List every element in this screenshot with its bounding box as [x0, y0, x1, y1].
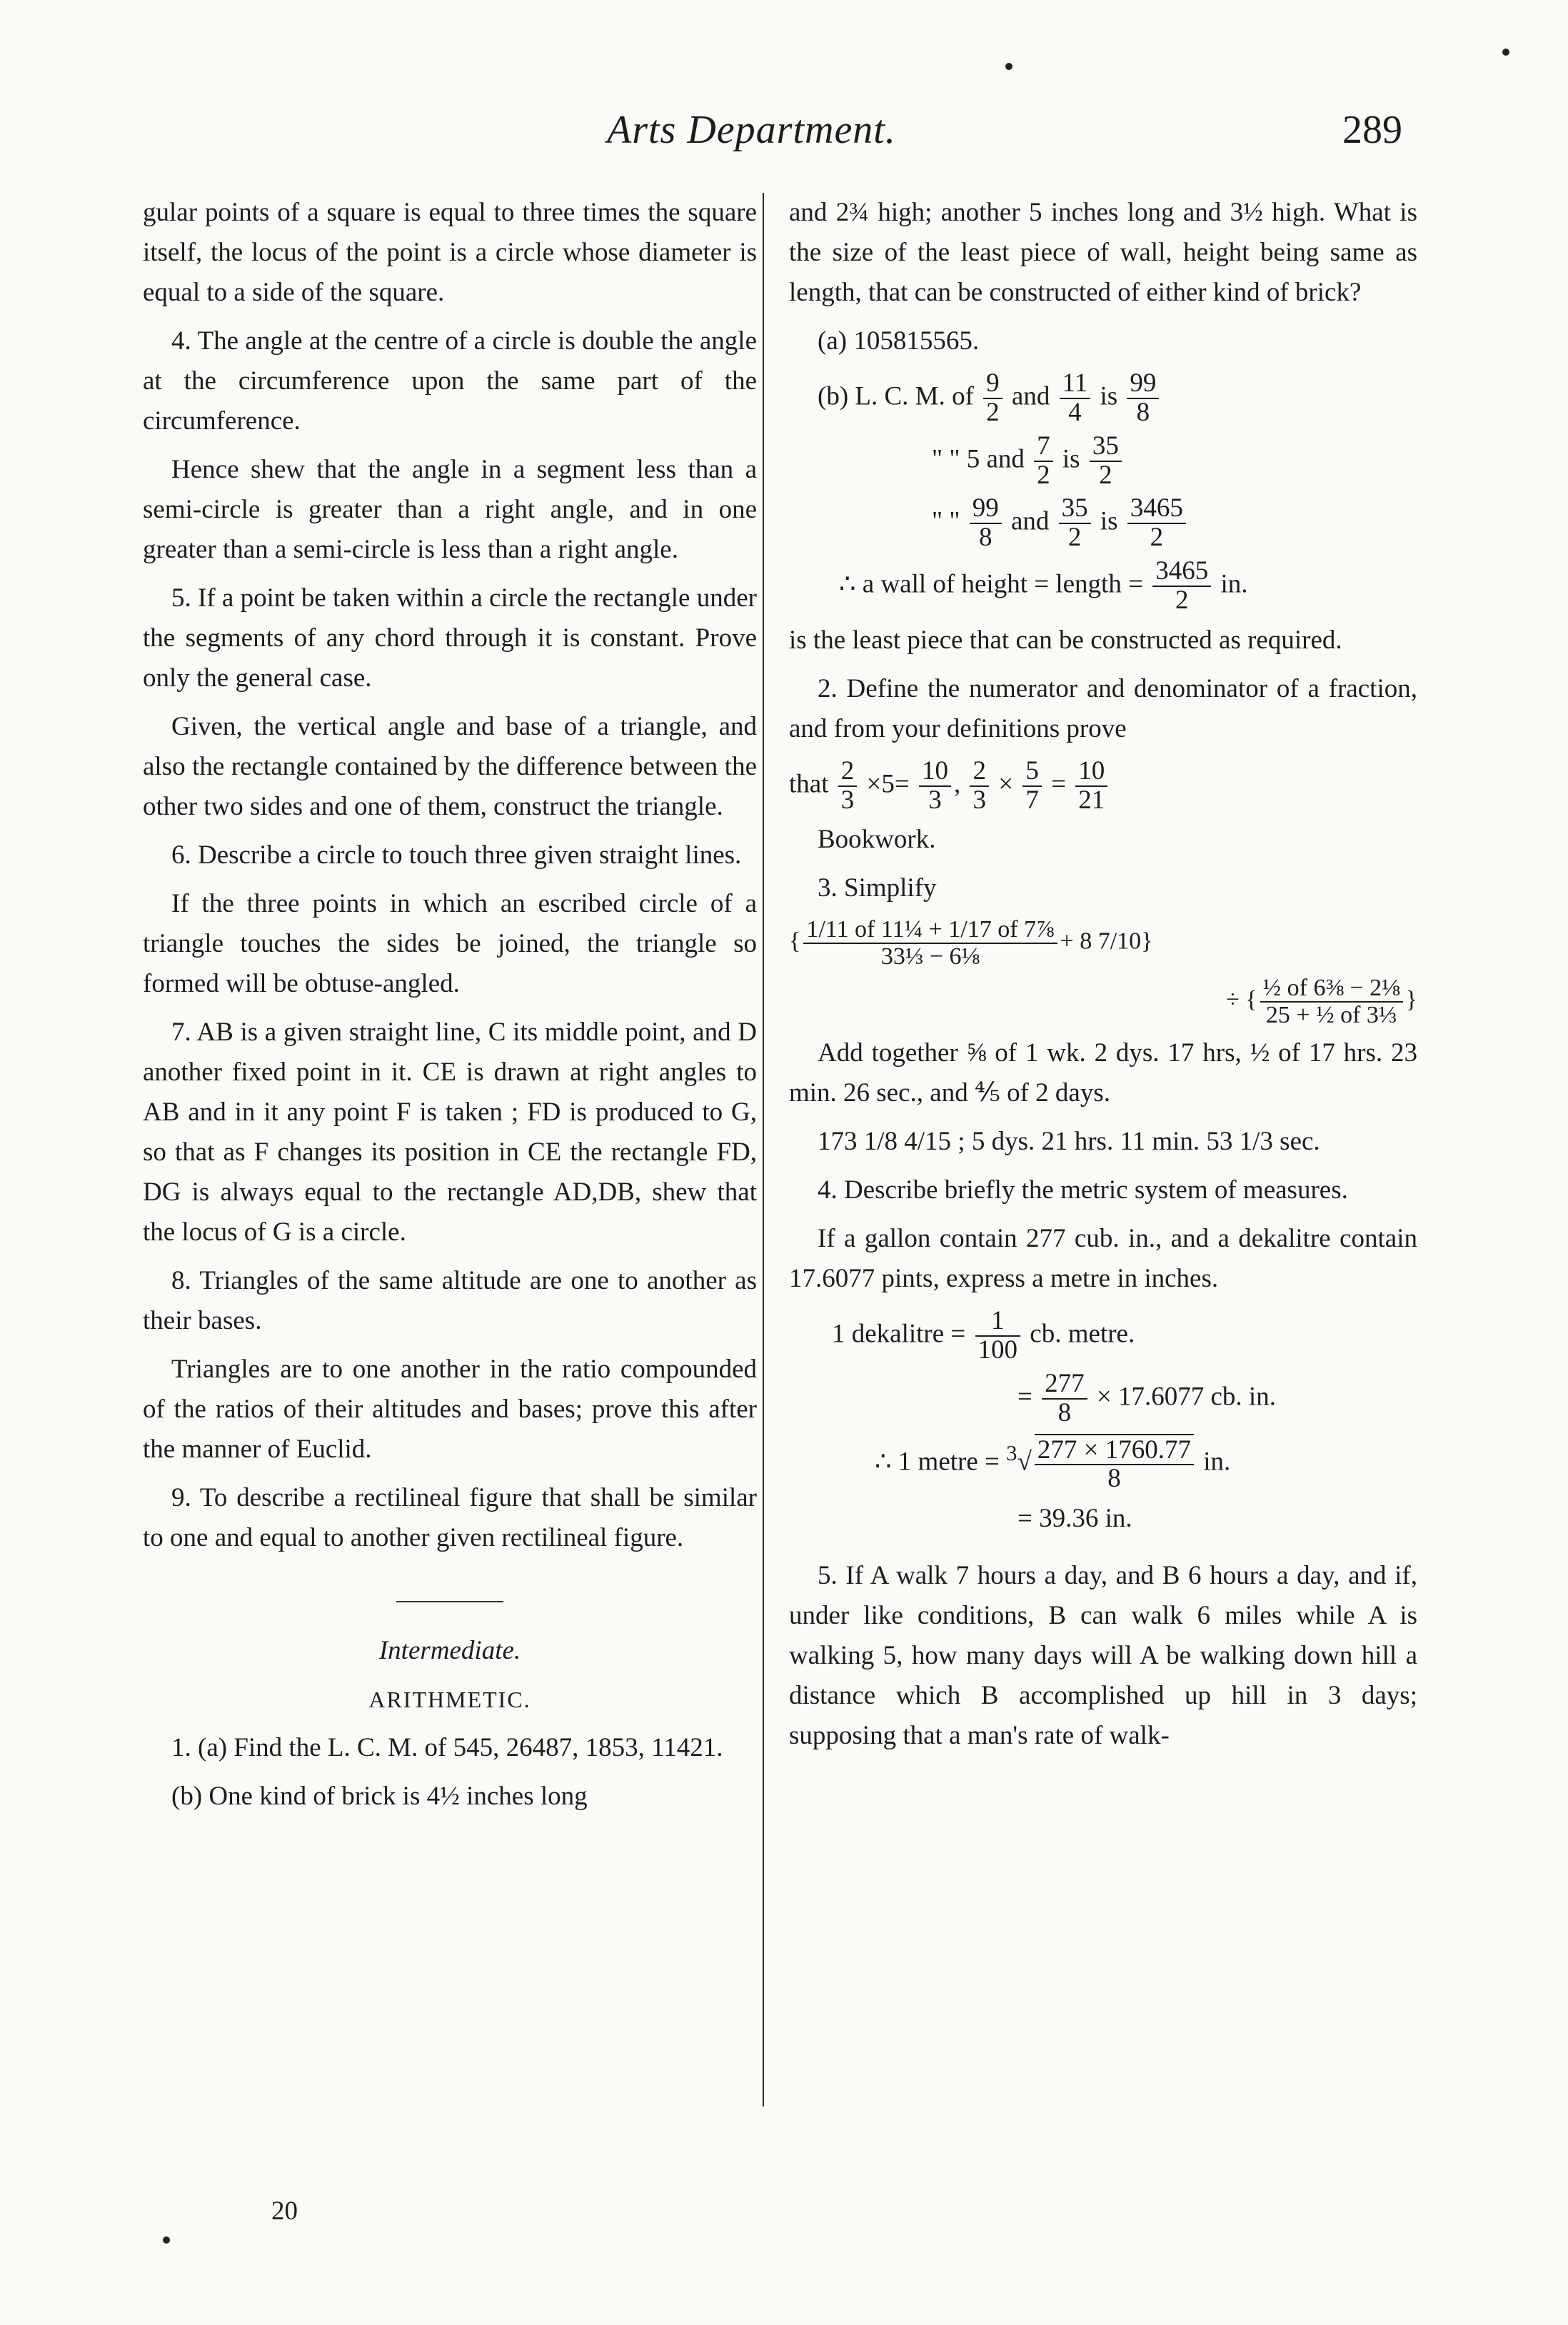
subsection-title: ARITHMETIC.	[368, 1687, 531, 1712]
metric-line-1: 1 dekalitre = $\frac{1}{100}$ cb. metre.	[832, 1306, 1135, 1365]
paragraph: 1. (a) Find the L. C. M. of 545, 26487, 1853, 11421.	[171, 1733, 723, 1762]
fraction-identity: that $\frac{2}{3}$ ×5= $\frac{10}{3}$ , $\frac{2}{3}$ × $\frac{5}{7}$ = $\frac{10}{21}$	[789, 758, 1417, 815]
paragraph: gular points of a square is equal to three times the square itself, the locus of the point is a circle whose diameter is equal to a side of the square.	[143, 198, 757, 307]
paragraph: If the three points in which an escribed circle of a triangle touches the sides be joined, the triangle so formed will be obtuse-angled.	[143, 889, 757, 998]
paragraph: 3. Simplify	[818, 873, 937, 903]
answer: 173 1/8 4/15 ; 5 dys. 21 hrs. 11 min. 53 1/3 sec.	[818, 1127, 1320, 1157]
page-number: 289	[1342, 108, 1402, 152]
section-title: Intermediate.	[378, 1636, 521, 1665]
ink-speck	[1502, 49, 1509, 56]
paragraph: 7. AB is a given straight line, C its middle point, and D another fixed point in it. CE is drawn at right angles to AB and in it any point F is taken ; FD is produced to G, so that as F changes its position in CE the rectangle FD, DG is always equal to the rectangle AD,DB, shew that the locus of G is a circle.	[143, 1018, 757, 1247]
metric-line-4: = 39.36 in.	[1017, 1504, 1132, 1534]
lcm-line-1: (b) L. C. M. of $\frac{9}{2}$ and $\frac{11}{4}$ is $\frac{99}{8}$	[789, 370, 1417, 427]
paragraph: 6. Describe a circle to touch three given straight lines.	[171, 840, 742, 870]
paragraph: 4. Describe briefly the metric system of measures.	[818, 1175, 1348, 1205]
paragraph: 2. Define the numerator and denominator of a fraction, and from your definitions prove	[789, 673, 1417, 743]
section-separator	[396, 1601, 503, 1602]
simplify-expr-2: ÷ { $\frac{\text{½ of 6⅜ − 2⅛}}{\text{25 + ½ of 3⅓}}$ }	[1226, 974, 1417, 1028]
lcm-line-2: " " 5 and $\frac{7}{2}$ is $\frac{35}{2}$	[789, 433, 1417, 490]
paragraph: Triangles are to one another in the ratio compounded of the ratios of their altitudes and bases; prove this after the manner of Euclid.	[143, 1355, 757, 1464]
paragraph: 4. The angle at the centre of a circle is double the angle at the circumference upon the same part of the circumference.	[143, 326, 757, 436]
right-column	[789, 193, 1417, 1764]
paragraph: Add together ⅝ of 1 wk. 2 dys. 17 hrs, ½ of 17 hrs. 23 min. 26 sec., and ⅘ of 2 days.	[789, 1038, 1417, 1108]
left-column	[143, 193, 757, 1825]
paragraph: is the least piece that can be constructed as required.	[789, 625, 1342, 655]
paragraph: (b) One kind of brick is 4½ inches long	[171, 1782, 588, 1811]
lcm-line-3: " " $\frac{99}{8}$ and $\frac{35}{2}$ is $\frac{3465}{2}$	[789, 495, 1417, 552]
metric-line-3: ∴ 1 metre = $^3$√ $\frac{277 \times 1760.77}{8}$ in.	[875, 1435, 1231, 1494]
running-head: Arts Department.	[607, 108, 896, 152]
metric-line-2: = $\frac{277}{8}$ × 17.6077 cb. in.	[1017, 1368, 1276, 1427]
paragraph: 9. To describe a rectilineal figure that shall be similar to one and equal to another given rectilineal figure.	[143, 1483, 757, 1552]
answer-a: (a) 105815565.	[818, 326, 980, 356]
paragraph: 5. If A walk 7 hours a day, and B 6 hours a day, and if, under like conditions, B can walk 6 miles while A is walking 5, how many days will A be walking down hill a distance which B accomplished up hill in 3 days; supposing that a man's rate of walk-	[789, 1561, 1417, 1751]
simplify-expr-1: { $\frac{\text{1/11 of 11¼ + 1/17 of 7⅞}}{\text{33⅓ − 6⅛}}$ + 8 7/10}	[789, 916, 1153, 970]
page-header	[0, 107, 1568, 164]
wall-result: ∴ a wall of height = length = $\frac{3465}{2}$ in.	[839, 556, 1248, 615]
paragraph: and 2¾ high; another 5 inches long and 3½ high. What is the size of the least piece of wall, height being same as length, that can be constructed of either kind of brick?	[789, 198, 1417, 307]
signature-mark: 20	[271, 2196, 298, 2226]
ink-speck	[1005, 63, 1012, 70]
paragraph: 5. If a point be taken within a circle the rectangle under the segments of any chord through it is constant. Prove only the general case.	[143, 583, 757, 693]
paragraph: If a gallon contain 277 cub. in., and a dekalitre contain 17.6077 pints, express a metre in inches.	[789, 1224, 1417, 1294]
ink-speck	[163, 2236, 170, 2244]
paragraph: 8. Triangles of the same altitude are one to another as their bases.	[143, 1266, 757, 1335]
column-divider	[763, 193, 764, 2106]
paragraph: Hence shew that the angle in a segment less than a semi-circle is greater than a right angle, and in one greater than a semi-circle is less than a right angle.	[143, 455, 757, 564]
bookwork: Bookwork.	[818, 825, 936, 855]
paragraph: Given, the vertical angle and base of a triangle, and also the rectangle contained by the difference between the other two sides and one of them, construct the triangle.	[143, 712, 757, 821]
